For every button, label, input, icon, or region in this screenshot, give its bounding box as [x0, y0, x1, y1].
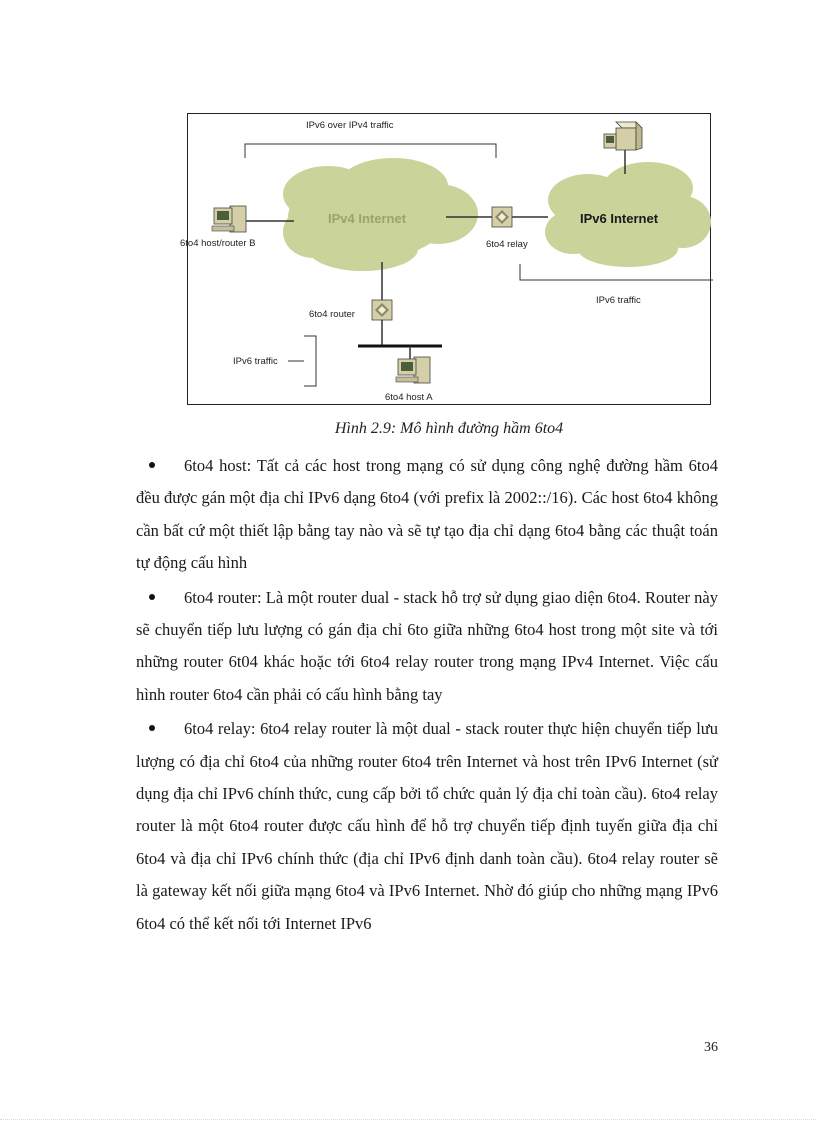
ipv6-over-ipv4-label: IPv6 over IPv4 traffic	[306, 120, 394, 131]
ipv6-over-ipv4-bracket	[245, 144, 496, 158]
computer-icon-host-a	[396, 357, 430, 383]
relay-label: 6to4 relay	[486, 239, 528, 250]
server-icon	[604, 122, 642, 150]
ipv6-traffic-bracket-left	[304, 336, 316, 386]
bullet-6to4-relay: 6to4 relay: 6to4 relay router là một dual - stack router thực hiện chuyển tiếp lưu lượng có địa chỉ 6to4 của những router 6to4 trên Internet và host trên IPv6 Internet (sử dụng địa chỉ IPv6 chính thức, cung cấp bởi tổ chức quản lý địa chỉ toàn cầu). 6to4 relay router là một 6to4 router được cấu hình để hỗ trợ chuyển tiếp định tuyến giữa địa chỉ 6to4 và địa chỉ IPv6 chính thức (địa chỉ IPv6 định danh toàn cầu). 6to4 relay router sẽ là gateway kết nối giữa mạng 6to4 và IPv6 Internet. Nhờ đó giúp cho những mạng IPv6 6to4 có thể kết nối tới Internet IPv6	[136, 713, 718, 940]
ipv4-internet-label: IPv4 Internet	[328, 211, 407, 226]
network-diagram-svg	[180, 114, 710, 404]
bullet-6to4-host: 6to4 host: Tất cả các host trong mạng có sử dụng công nghệ đường hầm 6to4 đều được gán một địa chỉ IPv6 dạng 6to4 (với prefix là 2002::/16). Các host 6to4 không cần bất cứ một thiết lập bằng tay nào và sẽ tự tạo địa chỉ dạng 6to4 bằng các thuật toán tự động cấu hình	[136, 450, 718, 580]
host-a-label: 6to4 host A	[385, 392, 433, 403]
ipv6-traffic-right-label: IPv6 traffic	[596, 295, 641, 306]
page-edge-divider	[0, 1119, 816, 1120]
ipv6-internet-label: IPv6 Internet	[580, 211, 659, 226]
bullet-list	[136, 450, 718, 942]
computer-icon-host-b	[212, 206, 246, 232]
router-label: 6to4 router	[309, 309, 355, 320]
bullet-6to4-router: 6to4 router: Là một router dual - stack hỗ trợ sử dụng giao diện 6to4. Router này sẽ chuyển tiếp lưu lượng có gán địa chỉ 6to giữa những 6to4 host trong một site và tới những router 6t04 khác hoặc tới 6to4 relay router trong mạng IPv4 Internet. Việc cấu hình router 6to4 cần phải có cấu hình bằng tay	[136, 582, 718, 712]
host-router-b-label: 6to4 host/router B	[180, 238, 256, 249]
page-number: 36	[704, 1040, 718, 1055]
router-icon-6to4	[372, 300, 392, 320]
router-icon-relay	[492, 207, 512, 227]
figure-caption: Hình 2.9: Mô hình đường hầm 6to4	[334, 420, 564, 437]
network-diagram	[180, 113, 711, 405]
ipv6-traffic-left-label: IPv6 traffic	[233, 356, 278, 367]
